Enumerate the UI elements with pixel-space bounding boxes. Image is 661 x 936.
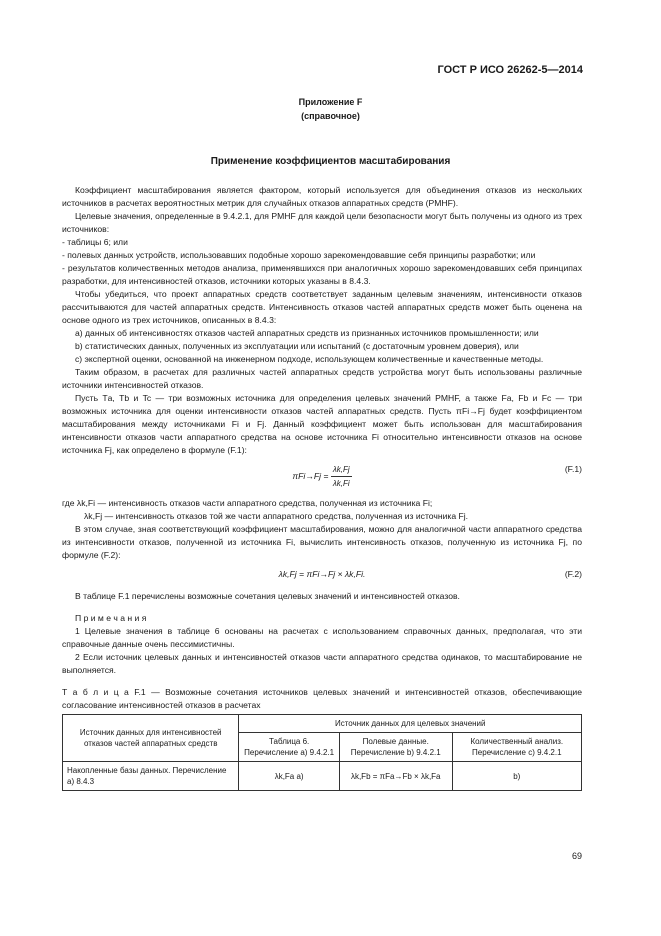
paragraph: Целевые значения, определенные в 9.4.2.1, для PMHF для каждой цели безопасности могут быть получены из одного из трех источников: [62,211,582,234]
list-item: - таблицы 6; или [62,237,128,247]
paragraph: Коэффициент масштабирования является фактором, который используется для объединения отказов из нескольких источников в расчетах вероятностных метрик для случайных отказов аппаратных средств (PMHF). [62,185,582,208]
standard-header: ГОСТ Р ИСО 26262-5—2014 [437,64,583,76]
paragraph: Пусть Tа, Tb и Tc — три возможных источника для определения целевых значений PMHF, а также Fa, Fb и Fc — три возможных источника для оценки интенсивности отказов частей аппаратных средств. Пусть πFi→Fj будет коэффициентом масштабирования между источниками Fi и Fj. Данный коэффициент может быть использован для масштабирования интенсивности отказов части аппаратного средства на основе источника Fi относительно интенсивности отказов на основе источника Fj, как определено в формуле (F.1): [62,393,582,455]
formula-fraction [331,463,352,490]
appendix-heading [0,95,661,123]
paragraph: Таким образом, в расчетах для различных частей аппаратных средств устройства могут быть использованы различные источники интенсивностей отказов. [62,367,582,390]
formula-expression: λk,Fj = πFi→Fj × λk,Fi. [278,569,366,579]
list-item: - результатов количественных методов анализа, применявшихся при аналогичных хорошо зарекомендовавших себя принципах разработки, для интенсивностей отказов, источники которых указаны в 8.4.3. [62,263,582,286]
paragraph: В таблице F.1 перечислены возможные сочетания целевых значений и интенсивностей отказов. [75,591,460,601]
table-cell: λk,Fb = πFa→Fb × λk,Fa [339,762,452,791]
table-cell: Накопленные базы данных. Перечисление a) 8.4.3 [63,762,239,791]
document-body [62,184,582,791]
table-row-header: Источник данных для интенсивностей отказов частей аппаратных средств [63,715,239,762]
list-item: - полевых данных устройств, использовавших подобные хорошо зарекомендовавшие себя принципы разработки; или [62,250,536,260]
formula-number: (F.2) [564,569,582,579]
formula-numerator: λk,Fj [331,463,352,477]
table-column-header: Полевые данные. Перечисление b) 9.4.2.1 [339,733,452,762]
list-item: a) данных об интенсивностях отказов частей аппаратных средств из признанных источников промышленности; или [75,328,539,338]
list-item: b) статистических данных, полученных из эксплуатации или испытаний (с достаточным уровнем доверия), или [75,341,519,351]
formula-number: (F.1) [564,464,582,474]
page-number: 69 [572,851,583,861]
table-column-header: Количественный анализ. Перечисление c) 9.4.2.1 [452,733,581,762]
formula-denominator: λk,Fi [332,479,350,488]
section-title: Применение коэффициентов масштабирования [210,156,451,167]
list-item: c) экспертной оценки, основанной на инженерном подходе, использующем количественные и качественные методы. [75,354,544,364]
formula-f1 [62,457,582,497]
notes-title: П р и м е ч а н и я [75,613,147,623]
table-cell: b) [452,762,581,791]
formula-f2 [62,562,582,590]
paragraph: Чтобы убедиться, что проект аппаратных средств соответствует заданным целевым значениям, интенсивности отказов рассчитываются для частей аппаратных средств. Интенсивность отказов частей аппаратных средств может быть оценена на основе одного из трех источников, описанных в 8.4.3: [62,289,582,325]
table-cell: λk,Fa a) [239,762,339,791]
paragraph: В этом случае, зная соответствующий коэффициент масштабирования, можно для аналогичной части аппаратного средства из интенсивности отказов, полученной из источника Fi, вычислить интенсивность отказов, полученную из источника Fj, по формуле (F.2): [62,524,582,560]
table-caption: Т а б л и ц а F.1 — Возможные сочетания источников целевых значений и интенсивностей отказов, обеспечивающие согласование интенсивностей отказов в расчетах [62,687,582,710]
formula-lhs: πFi→Fj = [292,470,329,481]
appendix-subtitle: (справочное) [301,111,360,121]
where-item: где λk,Fi — интенсивность отказов части аппаратного средства, полученная из источника Fi; [62,498,433,508]
table-column-header: Таблица 6. Перечисление a) 9.4.2.1 [239,733,339,762]
table-f1 [62,714,582,791]
table-group-header: Источник данных для целевых значений [239,715,582,733]
note: 1 Целевые значения в таблице 6 основаны на расчетах с использованием справочных данных, предполагая, что эти справочные данные очень пессимистичны. [62,626,582,649]
appendix-title: Приложение F [298,97,363,107]
table-row [63,762,582,791]
note: 2 Если источник целевых данных и интенсивностей отказов части аппаратного средства одинаков, то масштабирование не выполняется. [62,652,582,675]
where-item: λk,Fj — интенсивность отказов той же части аппаратного средства, полученная из источника Fj. [84,511,469,521]
